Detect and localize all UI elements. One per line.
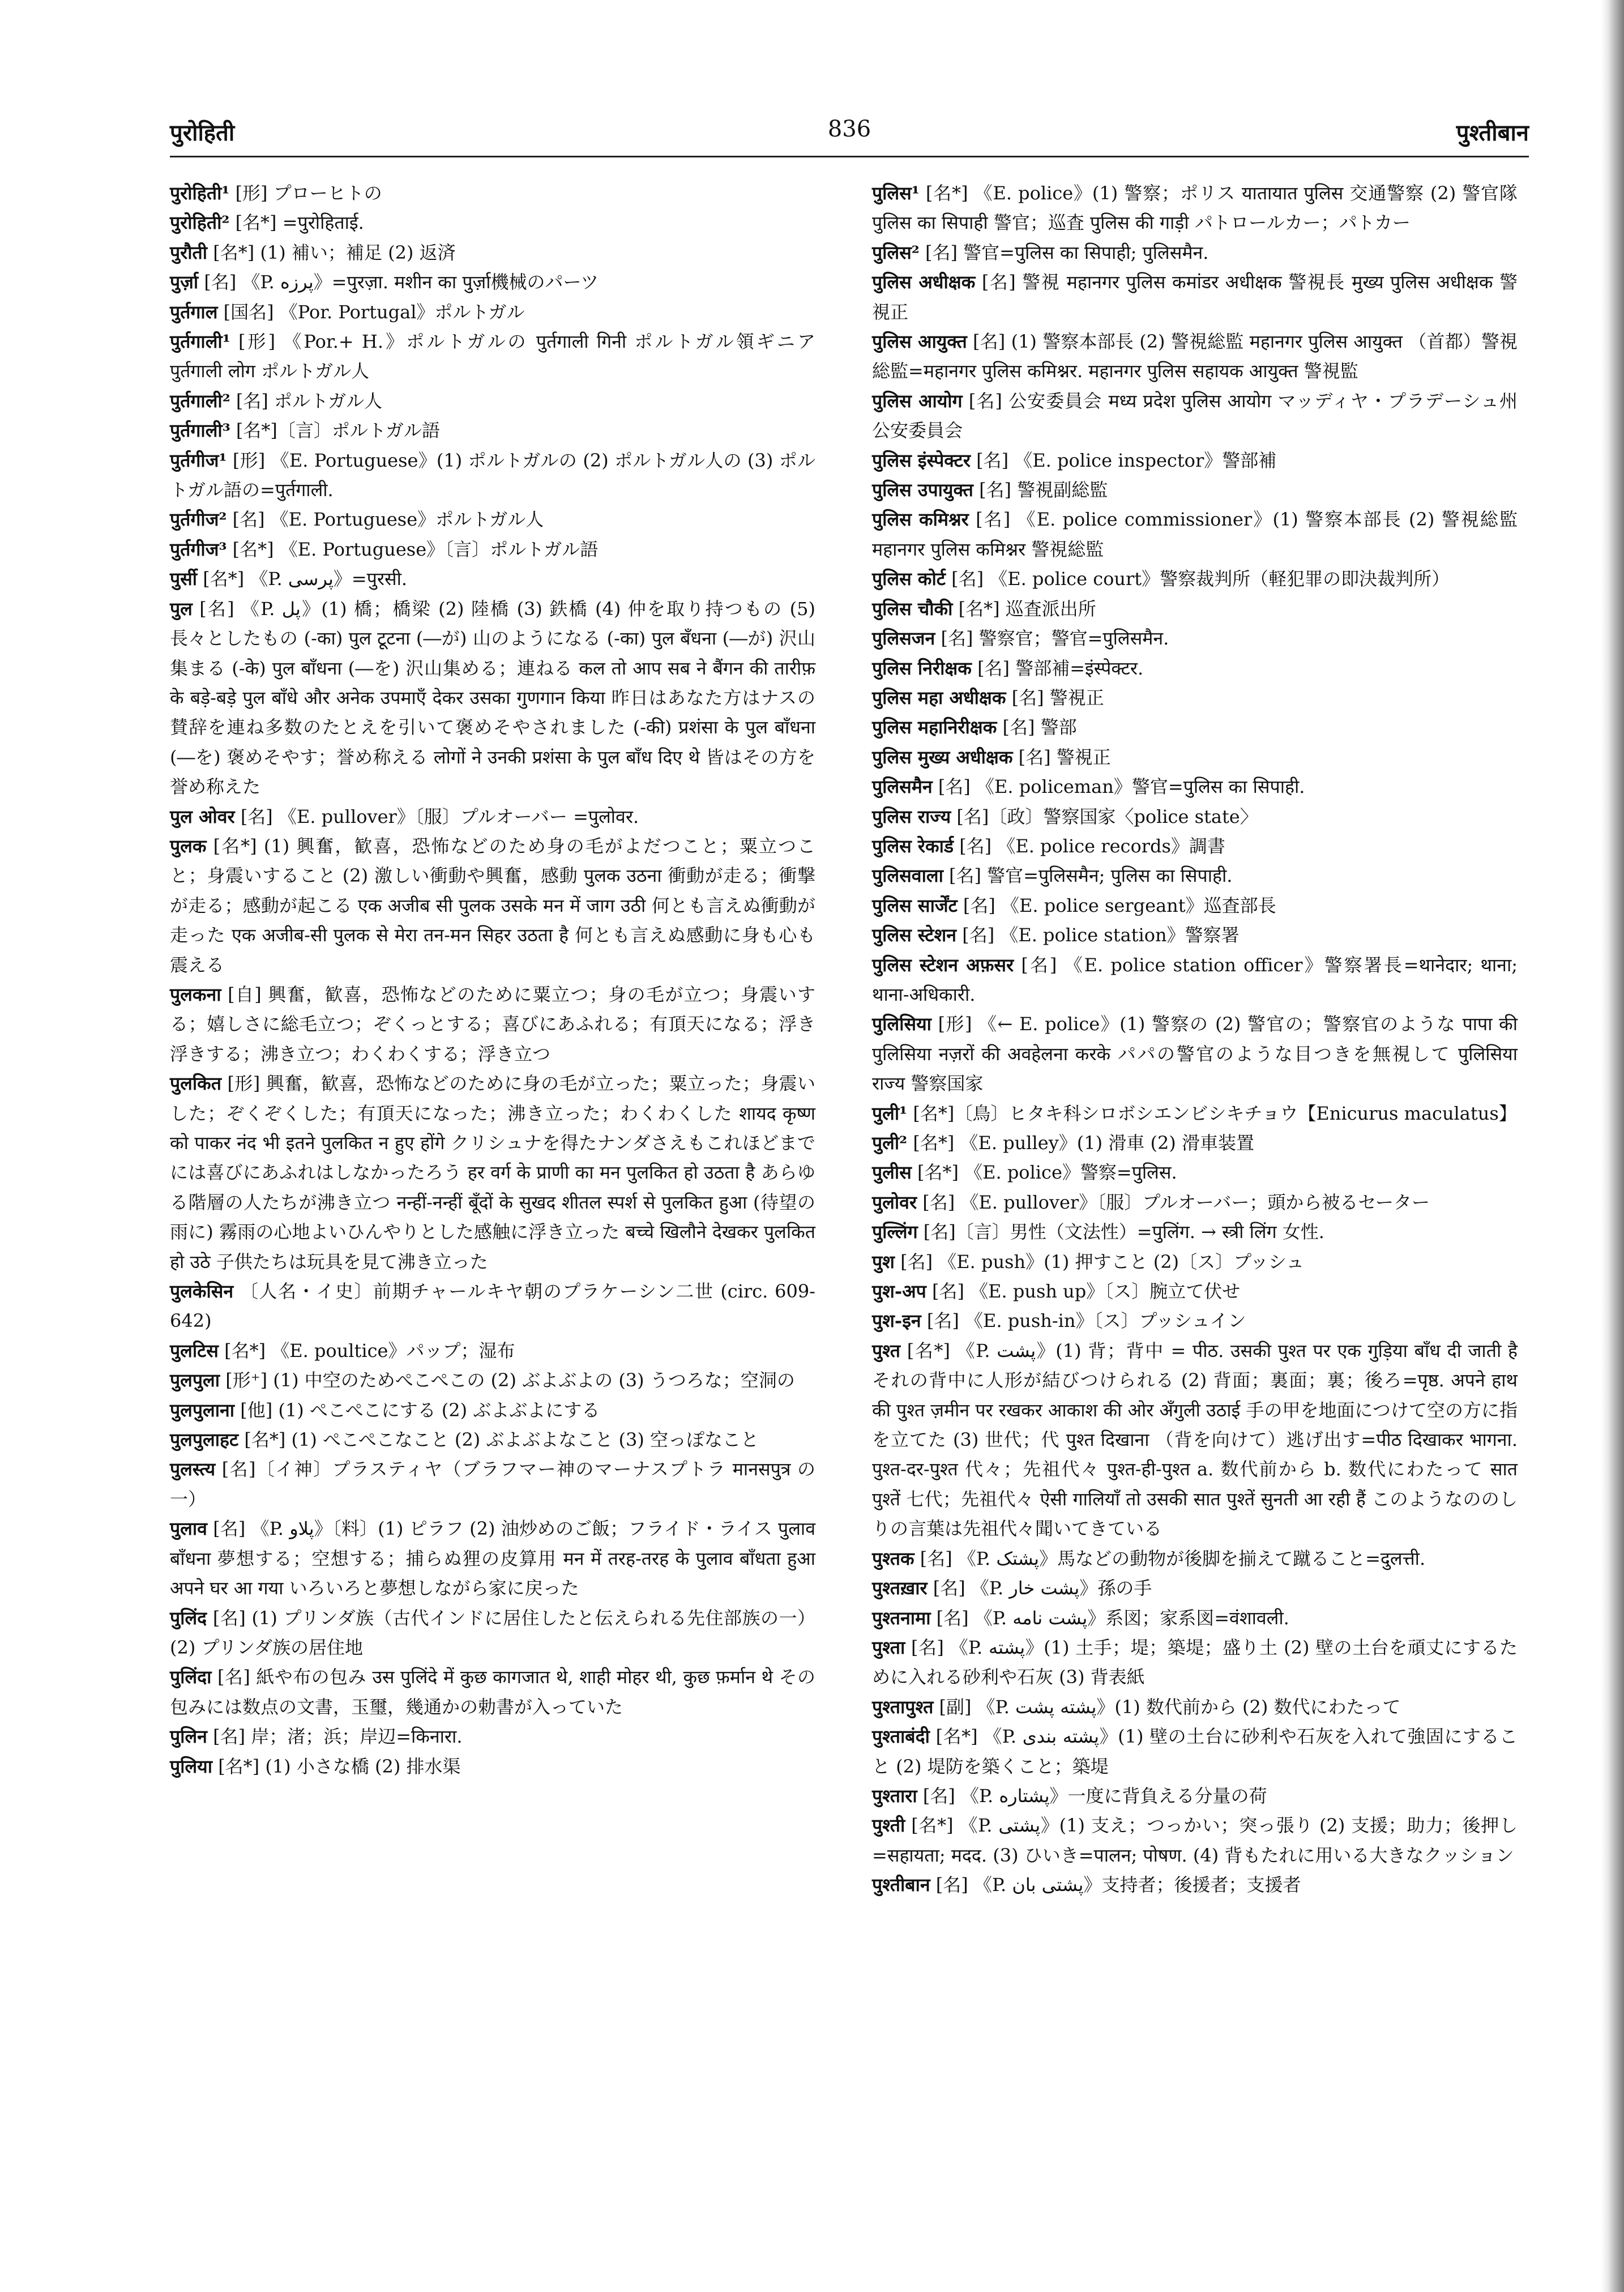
dictionary-entry (872, 712, 1518, 742)
entry-headword: पुलिस¹ (872, 182, 920, 204)
dictionary-entry (872, 891, 1518, 920)
entry-headword: पुली¹ (872, 1102, 908, 1124)
entry-definition: [名]〔政〕警察国家〈police state〉 (956, 805, 1258, 827)
entry-headword: पुश्तारा (872, 1785, 917, 1807)
dictionary-entry (170, 267, 815, 297)
entry-definition: [名] 《P. پشت خار》孫の手 (933, 1577, 1152, 1599)
entry-definition: [副] 《P. پشته پشت》(1) 数代前から (2) 数代にわたって (939, 1696, 1401, 1718)
entry-definition: [形] プローヒトの (235, 182, 382, 204)
dictionary-entry (170, 208, 815, 237)
dictionary-entry (872, 624, 1518, 653)
entry-headword: पुलिस स्टेशन अफ़सर (872, 954, 1014, 976)
entry-headword: पुश्तक (872, 1547, 914, 1569)
dictionary-entry (170, 446, 815, 505)
header-right-guide-word: पुश्तीबान (1456, 119, 1529, 146)
entry-definition: [名] 警視正 (1011, 686, 1104, 708)
entry-headword: पुलिन (170, 1726, 207, 1748)
entry-headword: पुली² (872, 1132, 908, 1154)
header-left-guide-word: पुरोहिती (170, 119, 235, 146)
entry-headword: पुलिंद (170, 1607, 207, 1629)
dictionary-entry (170, 178, 815, 208)
entry-definition: [国名] 《Por. Portugal》ポルトガル (223, 301, 525, 323)
entry-headword: पुलिसिया (872, 1013, 931, 1035)
entry-headword: पुलिसमैन (872, 776, 933, 798)
dictionary-entry (170, 297, 815, 327)
entry-headword: पुलिस इंस्पेक्टर (872, 449, 971, 471)
entry-definition: [名] 《E. police commissioner》(1) 警察本部長 (2) 警視総監 महानगर पुलिस कमिश्नर 警視総監 (872, 509, 1518, 560)
dictionary-entry (170, 1395, 815, 1425)
entry-headword: पुलिसवाला (872, 865, 943, 887)
dictionary-entry (170, 505, 815, 534)
entry-definition: [名] 《E. Portuguese》ポルトガル人 (232, 509, 544, 531)
entry-definition: [名] 《P. پلاو》〔料〕(1) ピラフ (2) 油炒めのご飯；フライド・ライス पुलाव बाँधना 夢想する；空想する；捕らぬ狸の皮算用 मन में तरह-तरह के पुलाव बाँधता हुआ अपने घर आ गया いろいろと夢想しながら家に戻った (170, 1518, 815, 1599)
dictionary-entry (872, 178, 1518, 238)
entry-headword: पुश (872, 1250, 895, 1273)
entry-definition: [名] 《E. push up》〔ス〕腕立て伏せ (932, 1281, 1241, 1303)
dictionary-entry (872, 1188, 1518, 1217)
entry-headword: पुश्तीबान (872, 1874, 930, 1896)
entry-definition: [名] 警部 (1002, 716, 1077, 739)
entry-definition: [名*]〔鳥〕ヒタキ科シロボシエンビシキチョウ【Enicurus maculatus】 (913, 1102, 1517, 1124)
entry-headword: पुलिस निरीक्षक (872, 657, 972, 679)
dictionary-entry (170, 1069, 815, 1277)
dictionary-entry (872, 802, 1518, 831)
entry-headword: पुर्तगीज¹ (170, 449, 227, 471)
dictionary-entry (872, 327, 1518, 386)
entry-definition: [名] 《P. پل》(1) 橋；橋梁 (2) 陸橋 (3) 鉄橋 (4) 仲を取り持つもの (5) 長々としたもの (-का) पुल टूटना (―が) 山のようになる (-का) पुल बँधना (―が) 沢山集まる (-के) पुल बाँधना (―を) 沢山集める；連ねる कल तो आप सब ने बैंगन की तारीफ़ के बड़े-बड़े पुल बाँधे और अनेक उपमाएँ देकर उसका गुणगान किया 昨日はあなた方はナスの賛辞を連ね多数のたとえを引いて褒めそやされました (-की) प्रशंसा के पुल बाँधना (―を) 褒めそやす；誉め称える लोगों ने उनकी प्रशंसा के पुल बाँध दिए थे 皆はその方を誉め称えた (170, 597, 815, 798)
entry-headword: पुरौती (170, 241, 208, 263)
entry-definition: [名] 《E. police court》警察裁判所（軽犯罪の即決裁判所） (951, 568, 1450, 590)
entry-headword: पुलपुलाना (170, 1399, 235, 1421)
entry-headword: पुलकेसिन (170, 1281, 234, 1303)
dictionary-entry (872, 1633, 1518, 1692)
entry-definition: [名] 《P. پشتی بان》支持者；後援者；支援者 (935, 1874, 1301, 1896)
entry-headword: पुलिस कमिश्नर (872, 509, 969, 531)
entry-headword: पुलिंदा (170, 1666, 212, 1688)
dictionary-entry (170, 980, 815, 1069)
dictionary-entry (170, 1603, 815, 1663)
dictionary-entry (872, 742, 1518, 772)
entry-definition: [名] 警部補=इंस्पेक्टर. (977, 657, 1144, 679)
entry-headword: पुश-अप (872, 1281, 926, 1303)
dictionary-entry (872, 475, 1518, 505)
entry-headword: पुल्लिंग (872, 1221, 918, 1243)
entry-headword: पुल ओवर (170, 805, 235, 827)
dictionary-entry (872, 564, 1518, 594)
entry-headword: पुश्तनामा (872, 1607, 931, 1629)
entry-definition: [名] 岸；渚；浜；岸辺=किनारा. (213, 1726, 463, 1748)
dictionary-entry (872, 505, 1518, 564)
entry-headword: पुर्ज़ा (170, 271, 199, 293)
dictionary-entry (872, 1247, 1518, 1277)
dictionary-entry (170, 386, 815, 416)
entry-definition: [名] (1) 警察本部長 (2) 警視総監 महानगर पुलिस आयुक्त （首都）警視総監=महानगर पुलिस कमिश्नर. महानगर पुलिस सहायक आयुक्त 警視監 (872, 331, 1518, 382)
dictionary-entry (170, 1277, 815, 1336)
dictionary-entry (872, 950, 1518, 1010)
entry-definition: [名] 《P. پشت نامه》系図；家系図=वंशावली. (936, 1607, 1289, 1629)
entry-definition: [名] 《E. pullover》〔服〕プルオーバー =पुलोवर. (240, 805, 639, 827)
entry-headword: पुलिया (170, 1755, 213, 1777)
entry-definition: [名*] 《E. police》警察=पुलिस. (917, 1162, 1177, 1184)
dictionary-entry (170, 1336, 815, 1365)
entry-definition: [他] (1) ぺこぺこにする (2) ぶよぶよにする (240, 1399, 600, 1421)
dictionary-entry (872, 1692, 1518, 1722)
dictionary-entry (872, 683, 1518, 712)
entry-definition: [名]〔イ神〕プラスティヤ（ブラフマー神のマーナスプトラ मानसपुत्र の一） (170, 1458, 816, 1510)
dictionary-entry (872, 238, 1518, 267)
entry-headword: पुश्तख़ार (872, 1577, 928, 1599)
entry-headword: पुलिस² (872, 241, 920, 263)
dictionary-entry (170, 238, 815, 267)
entry-headword: पुलिसजन (872, 628, 935, 650)
entry-headword: पुलिस राज्य (872, 805, 951, 827)
entry-definition: [名] 《P. پشتک》馬などの動物が後脚を揃えて蹴ること=दुलत्ती. (920, 1547, 1426, 1569)
entry-headword: पुलपुलाहट (170, 1429, 239, 1451)
dictionary-entry (872, 1781, 1518, 1811)
entry-definition: [名] 公安委員会 मध्य प्रदेश पुलिस आयोग マッディヤ・プラデーシュ州公安委員会 (872, 390, 1518, 442)
entry-headword: पुलकित (170, 1073, 221, 1095)
entry-definition: [名*] 《E. poultice》パップ；湿布 (224, 1339, 515, 1361)
right-column (872, 178, 1518, 1900)
entry-definition: [名] 《P. پشته》(1) 土手；堤；築堤；盛り土 (2) 壁の土台を頑丈にするために入れる砂利や石灰 (3) 背表紙 (872, 1636, 1518, 1688)
entry-definition: [形] 《Por.+ H.》ポルトガルの पुर्तगाली गिनी ポルトガル領ギニア पुर्तगाली लोग ポルトガル人 (170, 331, 816, 382)
entry-headword: पुश्ती (872, 1815, 905, 1837)
dictionary-entry (872, 267, 1518, 327)
entry-headword: पुर्तगीज³ (170, 538, 227, 560)
entry-definition: [名] 《E. police station officer》警察署長=थानेदार; थाना; थाना-अधिकारी. (872, 954, 1518, 1005)
entry-headword: पुलटिस (170, 1339, 219, 1361)
entry-headword: पुरोहिती¹ (170, 182, 230, 204)
entry-headword: पुश्तापुश्त (872, 1696, 934, 1718)
scan-page-edge (1601, 0, 1624, 2292)
entry-headword: पुश्ता (872, 1636, 905, 1658)
entry-headword: पुलाव (170, 1518, 207, 1540)
entry-definition: [名*]〔言〕ポルトガル語 (236, 420, 440, 442)
entry-definition: [名*] (1) 興奮，歓喜，恐怖などのため身の毛がよだつこと；粟立つこと；身震いすること (2) 激しい衝動や興奮，感動 पुलक उठना 衝動が走る；衝撃が走る；感動が起こる एक अजीब सी पुलक उसके मन में जाग उठी 何とも言えぬ衝動が走った एक अजीब-सी पुलक से मेरा तन-मन सिहर उठता है 何とも言えぬ感動に身も心も震える (170, 835, 815, 976)
entry-headword: पुर्तगीज² (170, 509, 227, 531)
dictionary-entry (170, 1722, 815, 1751)
entry-headword: पुलिस सार्जेंट (872, 894, 958, 916)
dictionary-entry (872, 1603, 1518, 1633)
dictionary-entry (872, 1306, 1518, 1335)
dictionary-entry (872, 386, 1518, 446)
entry-definition: [名] 紙や布の包み उस पुलिंदे में कुछ कागजात थे, शाही मोहर थी, कुछ फ़र्मान थे その包みには数点の文書，玉璽，幾通かの勅書が入っていた (170, 1666, 815, 1718)
dictionary-entry (872, 861, 1518, 890)
entry-definition: [名] ポルトガル人 (236, 390, 383, 412)
entry-definition: [名*] (1) ぺこぺこなこと (2) ぶよぶよなこと (3) 空っぽなこと (244, 1429, 759, 1451)
entry-headword: पुल (170, 597, 193, 620)
entry-headword: पुलिस अधीक्षक (872, 271, 976, 293)
dictionary-entry (170, 1752, 815, 1781)
dictionary-entry (170, 594, 815, 802)
dictionary-entry (170, 1454, 815, 1514)
dictionary-entry (170, 831, 815, 980)
dictionary-entry (872, 1009, 1518, 1098)
entry-definition: [名] 《E. police inspector》警部補 (976, 449, 1277, 471)
entry-headword: पुलिस महा अधीक्षक (872, 686, 1006, 708)
entry-definition: [名] 警官=पुलिसमैन; पुलिस का सिपाही. (949, 865, 1233, 887)
entry-headword: पुलिस आयुक्त (872, 331, 967, 353)
dictionary-entry (872, 1217, 1518, 1247)
entry-definition: [名] 《E. push》(1) 押すこと (2)〔ス〕プッシュ (900, 1250, 1305, 1273)
entry-headword: पुर्सी (170, 568, 198, 590)
entry-headword: पुलिस रेकार्ड (872, 835, 954, 857)
entry-definition: [名] 《E. policeman》警官=पुलिस का सिपाही. (938, 776, 1305, 798)
entry-definition: [名*] (1) 補い；補足 (2) 返済 (213, 241, 456, 263)
dictionary-entry (170, 1425, 815, 1454)
entry-definition: 〔人名・イ史〕前期チャールキヤ朝のプラケーシン二世 (circ. 609-642) (170, 1281, 815, 1332)
dictionary-entry (872, 772, 1518, 801)
entry-headword: पुलपुला (170, 1369, 220, 1392)
entry-headword: पुलोवर (872, 1191, 917, 1213)
entry-headword: पुश्ताबंदी (872, 1726, 930, 1748)
entry-definition: [名]〔言〕男性（文法性）=पुलिंग. → स्त्री लिंग 女性. (923, 1221, 1324, 1243)
entry-definition: [名*] 《P. پشته بندی》(1) 壁の土台に砂利や石灰を入れて強固にすること (2) 堤防を築くこと；築堤 (872, 1726, 1518, 1777)
entry-headword: पुलीस (872, 1162, 912, 1184)
entry-definition: [自] 興奮，歓喜，恐怖などのために粟立つ；身の毛が立つ；身震いする；嬉しさに総毛立つ；ぞくっとする；喜びにあふれる；有頂天になる；浮き浮きする；沸き立つ；わくわくする；浮き立つ (170, 983, 815, 1065)
dictionary-entry (872, 1158, 1518, 1187)
entry-definition: [名] 《E. police records》調書 (959, 835, 1225, 857)
entry-definition: [名*] 巡査派出所 (958, 597, 1096, 620)
entry-headword: पुलिस उपायुक्त (872, 479, 973, 501)
entry-definition: [名*] =पुरोहिताई. (235, 212, 364, 234)
entry-definition: [名] 警視正 (1018, 746, 1111, 768)
dictionary-entry (872, 920, 1518, 950)
entry-definition: [名] 警視副総監 (979, 479, 1108, 501)
dictionary-entry (872, 594, 1518, 624)
dictionary-entry (872, 1722, 1518, 1781)
entry-definition: [形⁺] (1) 中空のためぺこぺこの (2) ぶよぶよの (3) うつろな；空洞の (225, 1369, 795, 1392)
entry-headword: पुलिस स्टेशन (872, 924, 957, 946)
entry-definition: [形] 興奮，歓喜，恐怖などのために身の毛が立った；粟立った；身震いした；ぞくぞくした；有頂天になった；沸き立った；わくわくした शायद कृष्ण को पाकर नंद भी इतने पुलकित न हुए होंगे クリシュナを得たナンダさえもこれほどまでには喜びにあふれはしなかったろう हर वर्ग के प्राणी का मन पुलकित हो उठता है あらゆる階層の人たちが沸き立つ नन्हीं-नन्हीं बूँदों के सुखद शीतल स्पर्श से पुलकित हुआ (待望の雨に) 霧雨の心地よいひんやりとした感触に浮き立った बच्चे खिलौने देखकर पुलकित हो उठे 子供たちは玩具を見て沸き立った (170, 1073, 815, 1273)
dictionary-entry (872, 1128, 1518, 1158)
dictionary-entry (872, 831, 1518, 861)
entry-definition: [名*] (1) 小さな橋 (2) 排水渠 (218, 1755, 461, 1777)
header-rule (170, 156, 1529, 157)
entry-headword: पुलक (170, 835, 207, 857)
dictionary-entry (170, 802, 815, 831)
entry-definition: [名] 警官=पुलिस का सिपाही; पुलिसमैन. (925, 241, 1209, 263)
entry-headword: पुश्त (872, 1339, 901, 1361)
entry-definition: [名] 《E. police sergeant》巡査部長 (963, 894, 1276, 916)
entry-definition: [名*] 《E. pulley》(1) 滑車 (2) 滑車装置 (913, 1132, 1254, 1154)
entry-headword: पुरोहिती² (170, 212, 230, 234)
entry-definition: [名] 警察官；警官=पुलिसमैन. (941, 628, 1169, 650)
entry-definition: [名] 《E. police station》警察署 (962, 924, 1240, 946)
dictionary-entry (170, 564, 815, 594)
dictionary-entry (872, 1277, 1518, 1306)
dictionary-entry (170, 1662, 815, 1722)
entry-definition: [名] 《E. pullover》〔服〕プルオーバー；頭から被るセーター (922, 1191, 1430, 1213)
entry-headword: पुर्तगाली² (170, 390, 230, 412)
entry-definition: [名] 《P. پشتاره》一度に背負える分量の荷 (922, 1785, 1267, 1807)
entry-headword: पुर्तगाली¹ (170, 331, 230, 353)
running-header (170, 116, 1529, 150)
dictionary-entry (872, 1573, 1518, 1603)
entry-headword: पुलस्त्य (170, 1458, 216, 1480)
dictionary-entry (872, 1336, 1518, 1544)
entry-headword: पुर्तगाली³ (170, 420, 230, 442)
dictionary-entry (872, 446, 1518, 475)
dictionary-entry (170, 1365, 815, 1395)
dictionary-entry (872, 1811, 1518, 1870)
dictionary-entry (872, 1870, 1518, 1900)
entry-headword: पुलिस कोर्ट (872, 568, 946, 590)
entry-definition: [名*] 《P. پشت》(1) 背；背中 = पीठ. उसकी पुश्त पर एक गुड़िया बाँध दी जाती है それの背中に人形が結びつけられる (2) 背面；裏面；裏；後ろ=पृष्ठ. अपने हाथ की पुश्त ज़मीन पर रखकर आकाश की ओर अँगुली उठाई 手の甲を地面につけて空の方に指を立てた (3) 世代；代 पुश्त दिखाना （背を向けて）逃げ出す=पीठ दिखाकर भागना. पुश्त-दर-पुश्त 代々；先祖代々 पुश्त-ही-पुश्त a. 数代前から b. 数代にわたって सात पुश्तें 七代；先祖代々 ऐसी गालियाँ तो उसकी सात पुश्तें सुनती आ रही हैं このようなののしりの言葉は先祖代々聞いてきている (872, 1339, 1518, 1540)
entry-headword: पुलिस महानिरीक्षक (872, 716, 997, 739)
entry-definition: [名*] 《P. پرسی》=पुरसी. (203, 568, 408, 590)
entry-headword: पुलिस चौकी (872, 597, 953, 620)
entry-definition: [名] (1) プリンダ族（古代インドに居住したと伝えられる先住部族の一） (2) プリンダ族の居住地 (170, 1607, 816, 1658)
entry-definition: [形] 《← E. police》(1) 警察の (2) 警官の；警察官のような पापा की पुलिसिया नज़रों की अवहेलना करके パパの警官のような目つきを無視して पुलिसिया राज्य 警察国家 (872, 1013, 1518, 1095)
dictionary-entry (872, 1099, 1518, 1128)
dictionary-entry (170, 535, 815, 564)
entry-headword: पुश-इन (872, 1310, 921, 1332)
entry-definition: [名*] 《P. پشتی》(1) 支え；つっかい；突っ張り (2) 支援；助力；後押し=सहायता; मदद. (3) ひいき=पालन; पोषण. (4) 背もたれに用いる大きなクッション (872, 1815, 1518, 1866)
entry-definition: [名] 警視 महानगर पुलिस कमांडर अधीक्षक 警視長 मुख्य पुलिस अधीक्षक 警視正 (872, 271, 1518, 323)
left-column (170, 178, 815, 1781)
entry-headword: पुलिस मुख्य अधीक्षक (872, 746, 1013, 768)
dictionary-entry (170, 1514, 815, 1603)
dictionary-entry (170, 327, 815, 386)
page-number: 836 (827, 116, 871, 142)
entry-headword: पुर्तगाल (170, 301, 218, 323)
dictionary-entry (170, 416, 815, 445)
dictionary-entry (872, 654, 1518, 683)
entry-definition: [形] 《E. Portuguese》(1) ポルトガルの (2) ポルトガル人の (3) ポルトガル語の=पुर्तगाली. (170, 449, 815, 501)
entry-definition: [名] 《P. پرزه》=पुरज़ा. मशीन का पुर्ज़ा機械のパーツ (204, 271, 599, 293)
dictionary-entry (872, 1544, 1518, 1573)
entry-definition: [名] 《E. push-in》〔ス〕プッシュイン (926, 1310, 1246, 1332)
entry-headword: पुलकना (170, 983, 221, 1005)
entry-definition: [名*] 《E. police》(1) 警察；ポリス यातायात पुलिस 交通警察 (2) 警官隊 पुलिस का सिपाही 警官；巡査 पुलिस की गाड़ी パトロールカー；パトカー (872, 182, 1518, 234)
entry-headword: पुलिस आयोग (872, 390, 963, 412)
entry-definition: [名*] 《E. Portuguese》〔言〕ポルトガル語 (232, 538, 599, 560)
